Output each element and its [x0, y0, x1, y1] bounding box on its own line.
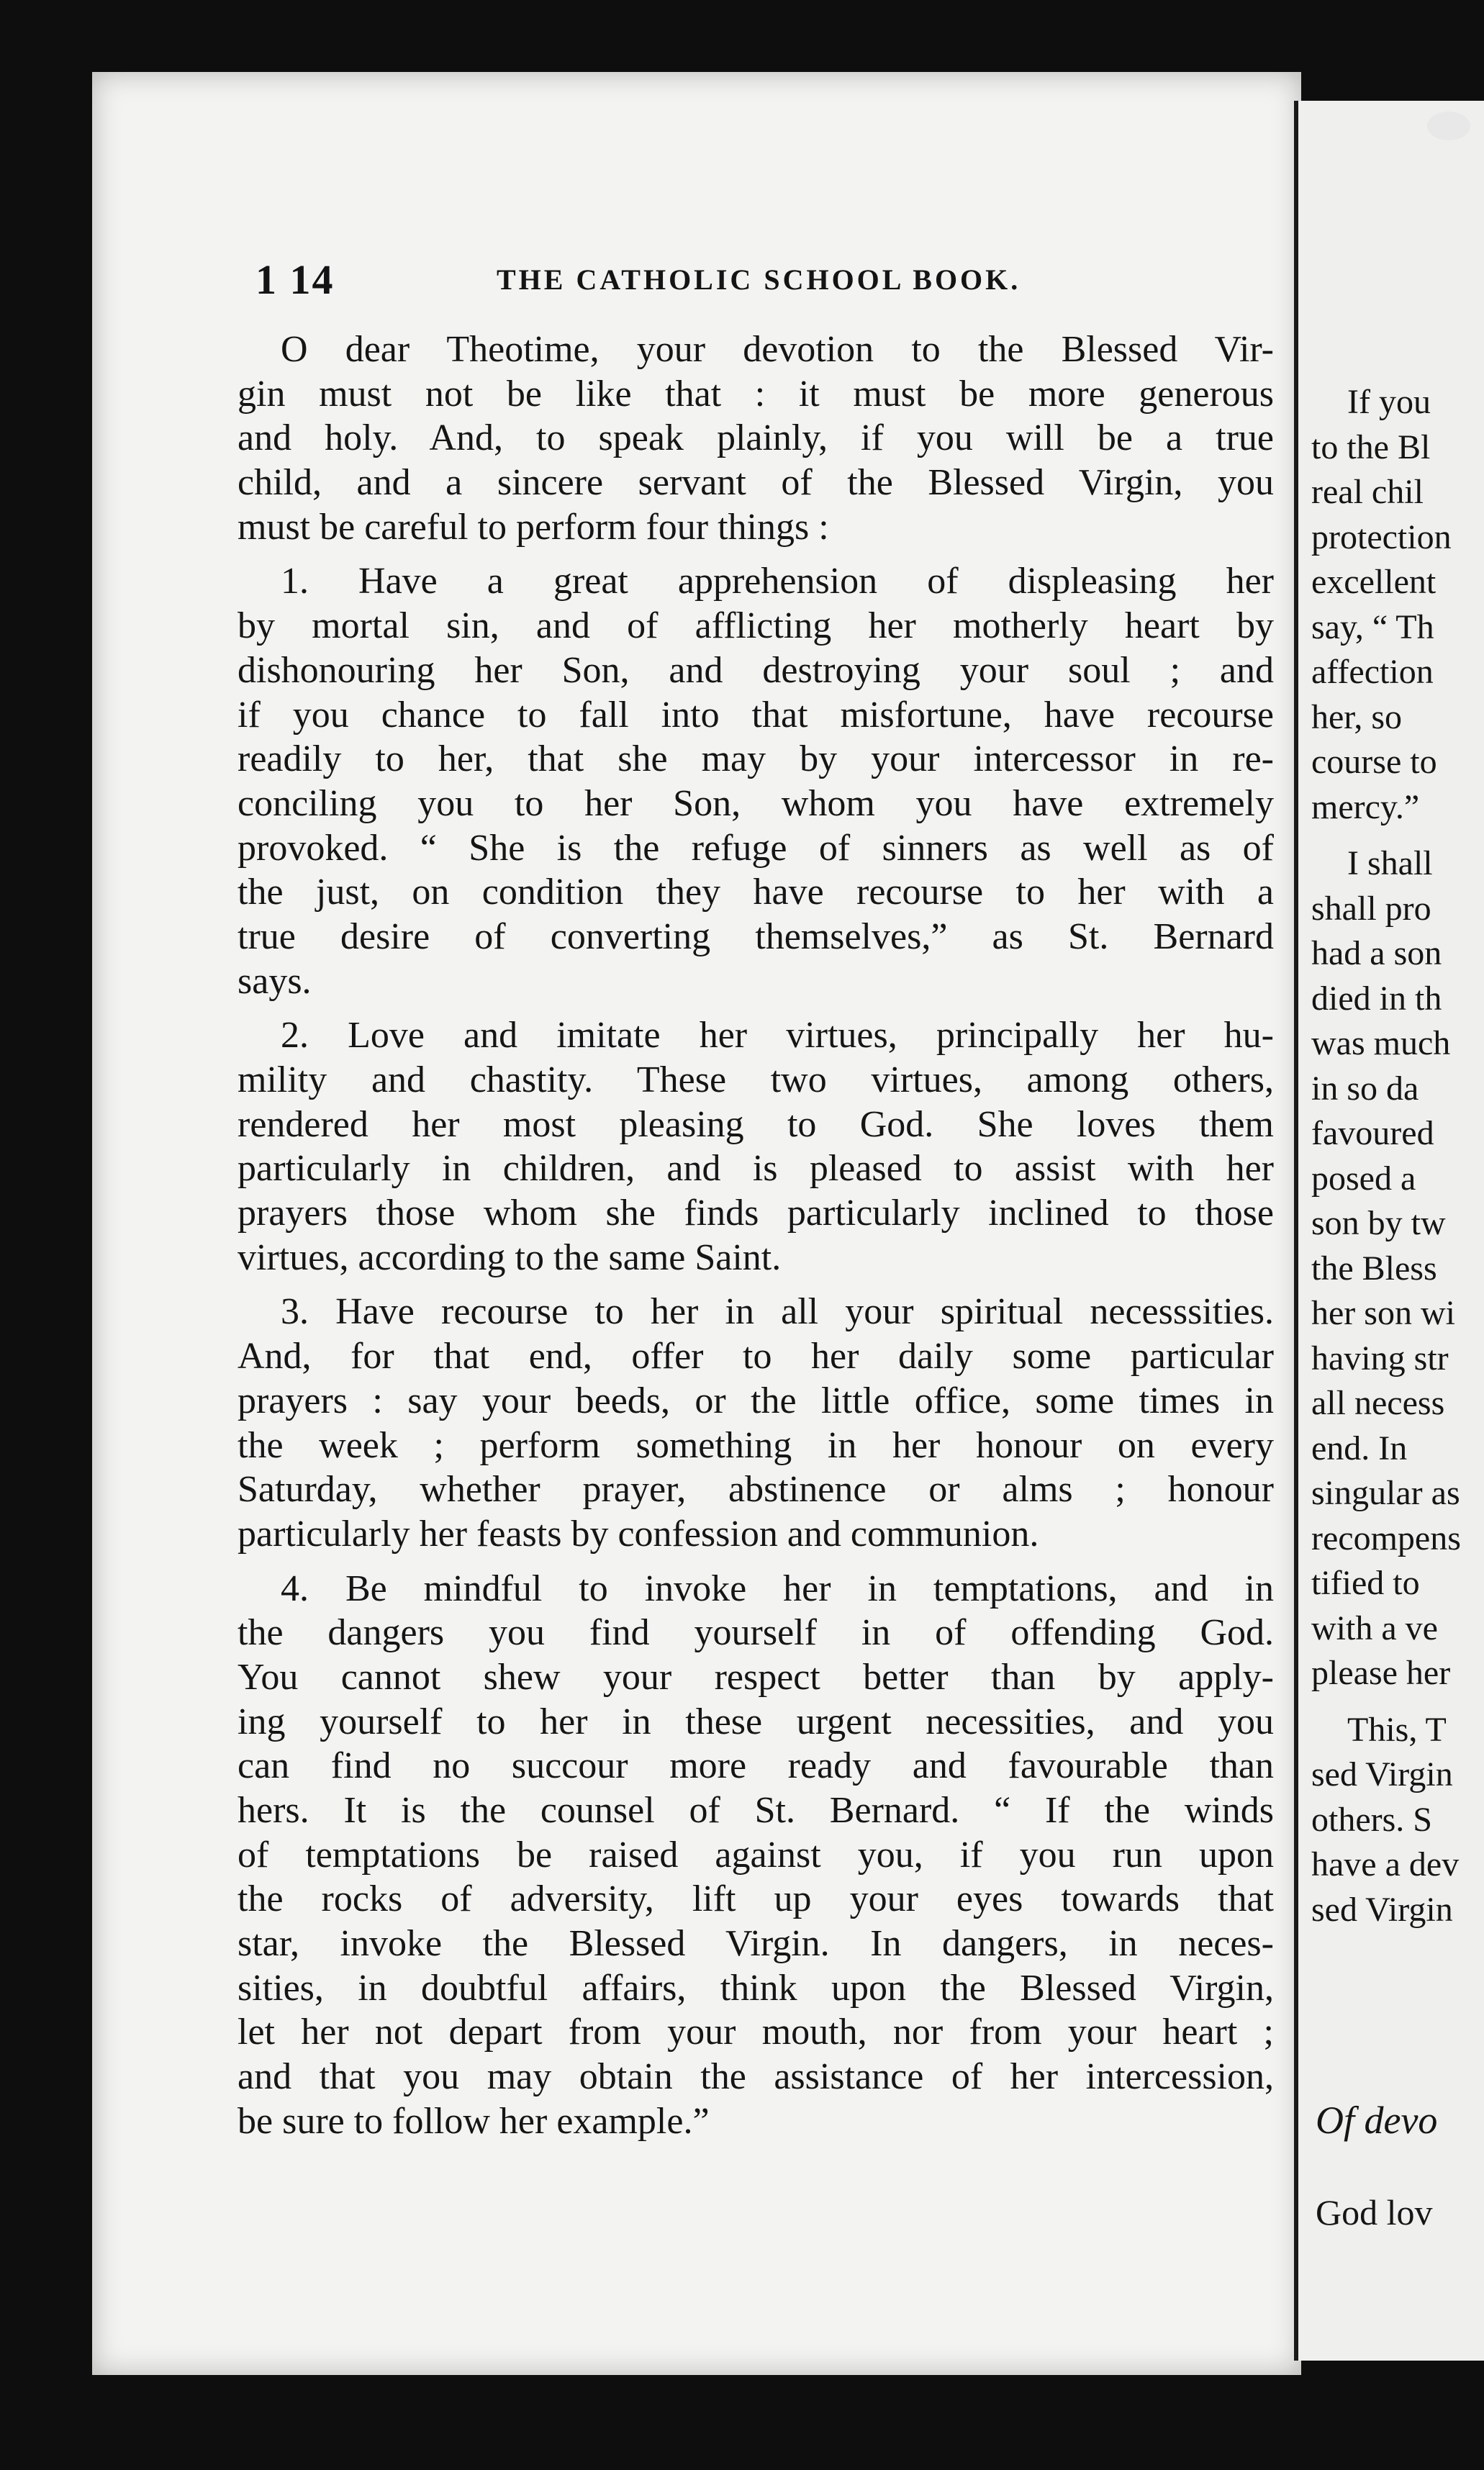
text-line: gin must not be like that : it must be more generous [237, 373, 1274, 415]
paragraph-gap [237, 1280, 1274, 1290]
facing-text-line: all necess [1311, 1384, 1445, 1422]
text-line: 1. Have a great apprehension of displeasing her [281, 561, 1274, 602]
paragraph [237, 559, 1274, 1003]
text-line: let her not depart from your mouth, nor from your heart ; [237, 2012, 1274, 2053]
facing-bottom-line: God lov [1316, 2192, 1433, 2232]
text-line: Saturday, whether prayer, abstinence or alms ; honour [237, 1469, 1274, 1511]
facing-text-line: say, “ Th [1311, 607, 1434, 646]
facing-text-line: in so da [1311, 1069, 1419, 1108]
text-line: be sure to follow her example.” [237, 2100, 710, 2142]
paragraph-gap [237, 1557, 1274, 1567]
facing-text-line: others. S [1311, 1800, 1432, 1839]
text-line: hers. It is the counsel of St. Bernard. “ If the winds [237, 1790, 1274, 1831]
facing-text-line: her, so [1311, 697, 1403, 736]
text-line: virtues, according to the same Saint. [237, 1236, 782, 1278]
facing-section-heading: Of devo [1316, 2099, 1438, 2142]
paragraph-gap [1311, 1696, 1461, 1708]
text-line: You cannot shew your respect better than by apply- [237, 1656, 1274, 1698]
facing-page [1294, 101, 1484, 2361]
facing-text-line: end. In [1311, 1429, 1408, 1467]
text-line: prayers those whom she finds particularly inclined to those [237, 1193, 1274, 1234]
facing-text-line: with a ve [1311, 1609, 1438, 1647]
facing-text-line: was much [1311, 1024, 1451, 1062]
page-number: 1 14 [255, 256, 335, 303]
text-line: star, invoke the Blessed Virgin. In dangers, in neces- [237, 1923, 1274, 1965]
facing-text-line: shall pro [1311, 889, 1431, 928]
text-line: And, for that end, offer to her daily some particular [237, 1336, 1274, 1378]
text-line: sities, in doubtful affairs, think upon the Blessed Virgin, [237, 1967, 1274, 2009]
facing-text-line: I shall [1347, 844, 1433, 882]
facing-text-line: real chil [1311, 473, 1424, 511]
facing-text-line: died in th [1311, 979, 1442, 1018]
text-line: the week ; perform something in her honour on every [237, 1424, 1274, 1466]
text-line: must be careful to perform four things : [237, 506, 829, 548]
facing-text-line: son by tw [1311, 1204, 1446, 1242]
facing-text-line: If you [1347, 383, 1431, 421]
text-line: particularly in children, and is pleased to assist with her [237, 1148, 1274, 1190]
text-line: provoked. “ She is the refuge of sinners as well as of [237, 827, 1274, 869]
text-line: true desire of converting themselves,” as St. Bernard [237, 915, 1274, 957]
text-line: readily to her, that she may by your intercessor in re- [237, 738, 1274, 780]
facing-text-line: protection [1311, 517, 1452, 556]
paragraph-gap [237, 549, 1274, 559]
text-line: conciling you to her Son, whom you have extremely [237, 782, 1274, 824]
text-line: rendered her most pleasing to God. She loves them [237, 1103, 1274, 1145]
facing-text-line: have a dev [1311, 1845, 1460, 1883]
text-line: particularly her feasts by confession and communion. [237, 1513, 1039, 1555]
page-body [237, 327, 1274, 2144]
page-stain [1427, 112, 1470, 140]
facing-text-line: sed Virgin [1311, 1890, 1453, 1929]
facing-text-line: This, T [1347, 1710, 1447, 1749]
text-line: mility and chastity. These two virtues, among others, [237, 1059, 1274, 1100]
facing-text-line: singular as [1311, 1474, 1460, 1512]
page-header [158, 255, 1252, 313]
facing-text-line: her son wi [1311, 1294, 1455, 1332]
facing-text-line: affection [1311, 653, 1434, 691]
paragraph-gap [237, 1003, 1274, 1013]
text-line: the dangers you find yourself in of offending God. [237, 1612, 1274, 1654]
text-line: child, and a sincere servant of the Blessed Virgin, you [237, 462, 1274, 504]
paragraph [237, 1290, 1274, 1556]
running-title: THE CATHOLIC SCHOOL BOOK. [497, 263, 1021, 296]
facing-text-line: posed a [1311, 1159, 1416, 1198]
facing-text-line: please her [1311, 1654, 1451, 1692]
text-line: 4. Be mindful to invoke her in temptations, and in [281, 1568, 1274, 1609]
facing-text-line: recompens [1311, 1519, 1461, 1557]
text-line: O dear Theotime, your devotion to the Blessed Vir- [281, 329, 1274, 370]
facing-text-line: sed Virgin [1311, 1755, 1453, 1793]
text-line: 2. Love and imitate her virtues, principally her hu- [281, 1015, 1274, 1057]
facing-text-line: course to [1311, 743, 1437, 781]
text-line: prayers : say your beeds, or the little office, some times in [237, 1380, 1274, 1421]
paragraph [237, 327, 1274, 549]
text-line: the just, on condition they have recourse to her with a [237, 872, 1274, 913]
text-line: if you chance to fall into that misfortune, have recourse [237, 694, 1274, 736]
paragraph [237, 1013, 1274, 1280]
paragraph-gap [1311, 830, 1461, 841]
facing-text-line: having str [1311, 1339, 1449, 1378]
text-line: and holy. And, to speak plainly, if you will be a true [237, 417, 1274, 459]
text-line: the rocks of adversity, lift up your eyes towards that [237, 1878, 1274, 1920]
text-line: of temptations be raised against you, if you run upon [237, 1834, 1274, 1876]
text-line: 3. Have recourse to her in all your spiritual necesssities. [281, 1291, 1274, 1333]
text-line: says. [237, 960, 312, 1002]
facing-text-line: excellent [1311, 563, 1437, 601]
facing-text-line: favoured [1311, 1114, 1434, 1152]
text-line: ing yourself to her in these urgent necessities, and you [237, 1701, 1274, 1742]
text-line: by mortal sin, and of afflicting her motherly heart by [237, 605, 1274, 647]
facing-text-line: to the Bl [1311, 428, 1431, 466]
paragraph [237, 1567, 1274, 2144]
facing-text-line: had a son [1311, 934, 1442, 972]
facing-text-line: tified to [1311, 1564, 1420, 1602]
text-line: dishonouring her Son, and destroying your soul ; and [237, 649, 1274, 691]
text-line: and that you may obtain the assistance of her intercession, [237, 2056, 1274, 2098]
text-line: can find no succour more ready and favourable than [237, 1745, 1274, 1787]
facing-text-line: mercy.” [1311, 787, 1420, 826]
facing-page-text [1311, 380, 1461, 1932]
facing-text-line: the Bless [1311, 1249, 1437, 1288]
